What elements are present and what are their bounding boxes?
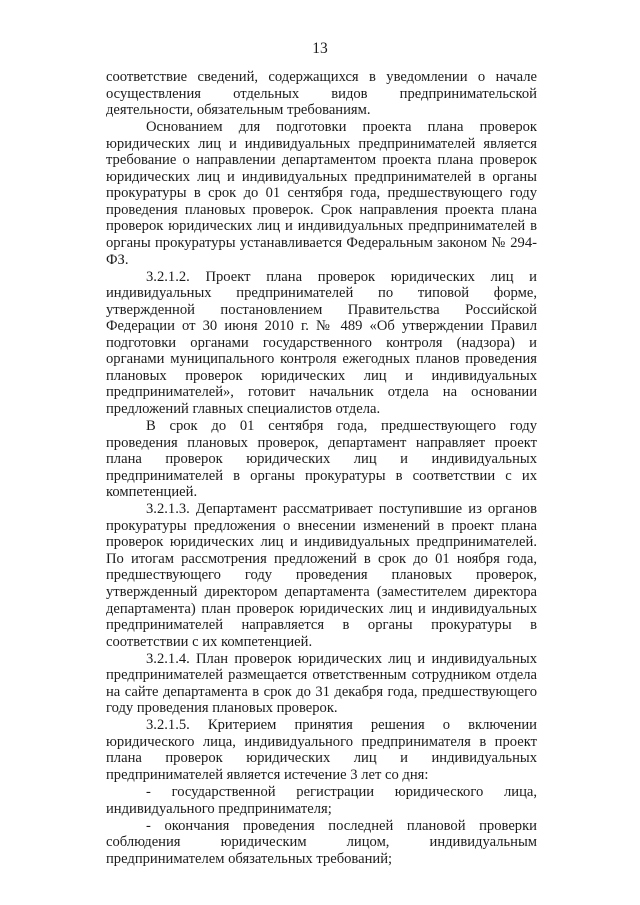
paragraph-3-2-1-4: 3.2.1.4. План проверок юридических лиц и индивидуальных предпринимателей размещается ответственным сотрудником отдела на сайте департамента в срок до 31 декабря года, предшествующего году проведения плановых проверок. xyxy=(106,650,537,717)
paragraph-3-2-1-5: 3.2.1.5. Критерием принятия решения о включении юридического лица, индивидуального предпринимателя в проект плана проверок юридических лиц и индивидуальных предпринимателей является истечение 3 лет со дня: xyxy=(106,717,537,783)
page-number: 13 xyxy=(312,40,328,57)
paragraph-deadline: В срок до 01 сентября года, предшествующего году проведения плановых проверок, департамент направляет проект плана проверок юридических лиц и индивидуальных предпринимателей в органы прокуратуры в соответствии с их компетенцией. xyxy=(106,417,537,501)
paragraph-continuation: соответствие сведений, содержащихся в уведомлении о начале осуществления отдельных видов предпринимательской деятельности, обязательным требованиям. xyxy=(106,69,537,119)
document-body xyxy=(106,69,537,868)
paragraph-3-2-1-2: 3.2.1.2. Проект плана проверок юридических лиц и индивидуальных предпринимателей по типовой форме, утвержденной постановлением Правительства Российской Федерации от 30 июня 2010 г. № 489 «Об утверждении Правил подготовки органами государственного контроля (надзора) и органами муниципального контроля ежегодных планов проведения плановых проверок юридических лиц и индивидуальных предпринимателей», готовит начальник отдела на основании предложений главных специалистов отдела. xyxy=(106,268,537,417)
list-item-last-inspection: - окончания проведения последней плановой проверки соблюдения юридическим лицом, индивидуальным предпринимателем обязательных требований; xyxy=(106,817,537,867)
paragraph-basis: Основанием для подготовки проекта плана проверок юридических лиц и индивидуальных предпринимателей является требование о направлении департаментом проекта плана проверок юридических лиц и индивидуальных предпринимателей в органы прокуратуры в срок до 01 сентября года, предшествующего году проведения плановых проверок. Срок направления проекта плана проверок юридических лиц и индивидуальных предпринимателей в органы прокуратуры устанавливается Федеральным законом № 294-ФЗ. xyxy=(106,119,537,268)
list-item-registration: - государственной регистрации юридического лица, индивидуального предпринимателя; xyxy=(106,784,537,817)
paragraph-3-2-1-3: 3.2.1.3. Департамент рассматривает поступившие из органов прокуратуры предложения о внесении изменений в проект плана проверок юридических лиц и индивидуальных предпринимателей. По итогам рассмотрения предложений в срок до 01 ноября года, предшествующего году проведения плановых проверок, утвержденный директором департамента (заместителем директора департамента) план проверок юридических лиц и индивидуальных предпринимателей направляется в органы прокуратуры в соответствии с их компетенцией. xyxy=(106,501,537,650)
